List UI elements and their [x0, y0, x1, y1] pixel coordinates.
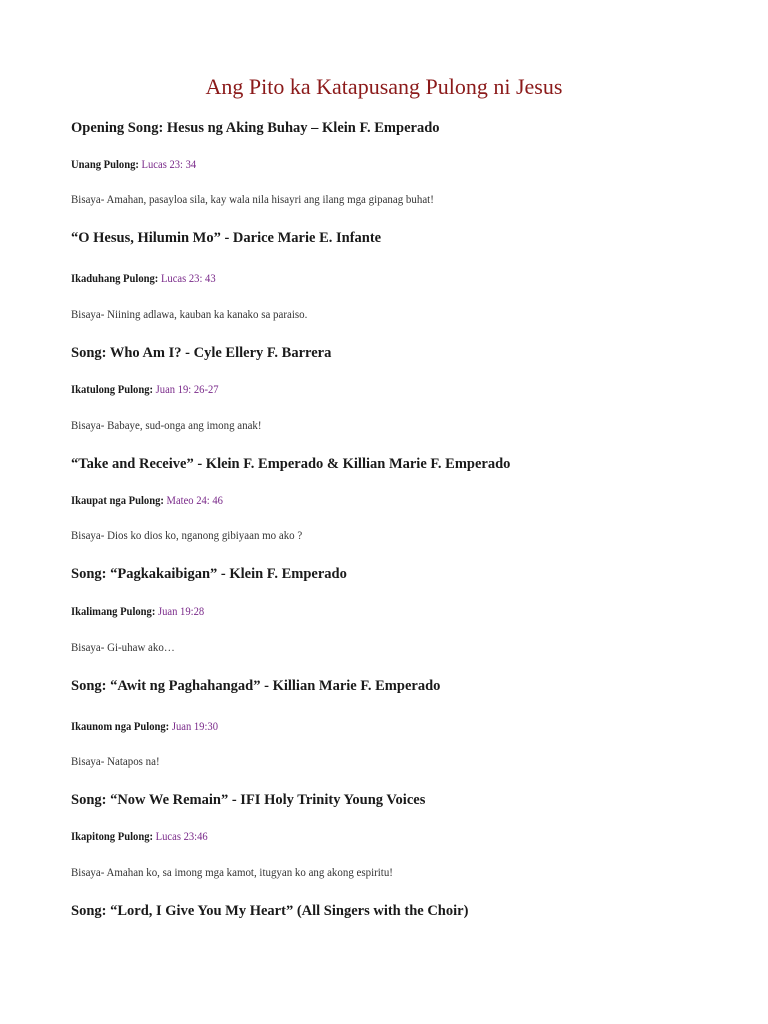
scripture-reference: Juan 19: 26-27 — [155, 384, 219, 396]
bisaya-translation: Bisaya- Amahan, pasayloa sila, kay wala nila hisayri ang ilang mga gipanag buhat! — [71, 194, 434, 206]
scripture-reference: Lucas 23: 43 — [160, 273, 216, 285]
song-line: Song: “Awit ng Paghahangad” - Killian Marie F. Emperado — [71, 678, 441, 694]
bisaya-translation: Bisaya- Amahan ko, sa imong mga kamot, itugyan ko ang akong espiritu! — [71, 867, 393, 879]
scripture-reference: Mateo 24: 46 — [166, 495, 223, 507]
bisaya-translation: Bisaya- Babaye, sud-onga ang imong anak! — [71, 420, 262, 432]
pulong-line — [71, 271, 216, 287]
song-line: Song: “Pagkakaibigan” - Klein F. Emperado — [71, 566, 347, 582]
pulong-label: Ikaupat nga Pulong: — [71, 495, 164, 507]
pulong-line — [71, 157, 196, 173]
pulong-label: Ikaunom nga Pulong: — [71, 721, 170, 733]
bisaya-translation: Bisaya- Niining adlawa, kauban ka kanako sa paraiso. — [71, 309, 308, 321]
scripture-reference: Juan 19:28 — [158, 606, 205, 618]
scripture-reference: Lucas 23:46 — [155, 831, 208, 843]
song-line: Song: “Now We Remain” - IFI Holy Trinity Young Voices — [71, 792, 426, 808]
song-line: Song: Who Am I? - Cyle Ellery F. Barrera — [71, 345, 332, 361]
scripture-reference: Juan 19:30 — [171, 721, 218, 733]
page-title: Ang Pito ka Katapusang Pulong ni Jesus — [205, 74, 563, 99]
bisaya-translation: Bisaya- Gi-uhaw ako… — [71, 642, 175, 654]
pulong-line — [71, 604, 204, 620]
pulong-line — [71, 382, 219, 398]
song-line: “O Hesus, Hilumin Mo” - Darice Marie E. Infante — [71, 230, 382, 246]
pulong-line — [71, 493, 223, 509]
song-line: Song: “Lord, I Give You My Heart” (All Singers with the Choir) — [71, 903, 469, 919]
pulong-line — [71, 719, 218, 735]
song-line: “Take and Receive” - Klein F. Emperado & Killian Marie F. Emperado — [71, 456, 511, 472]
scripture-reference: Lucas 23: 34 — [141, 159, 197, 171]
bisaya-translation: Bisaya- Natapos na! — [71, 756, 160, 768]
bisaya-translation: Bisaya- Dios ko dios ko, nganong gibiyaan mo ako ? — [71, 530, 303, 542]
pulong-line — [71, 829, 208, 845]
pulong-label: Ikatulong Pulong: — [71, 384, 154, 396]
pulong-label: Unang Pulong: — [71, 159, 139, 171]
opening-song: Opening Song: Hesus ng Aking Buhay – Klein F. Emperado — [71, 120, 440, 136]
pulong-label: Ikapitong Pulong: — [71, 831, 154, 843]
pulong-label: Ikaduhang Pulong: — [71, 273, 159, 285]
pulong-label: Ikalimang Pulong: — [71, 606, 156, 618]
